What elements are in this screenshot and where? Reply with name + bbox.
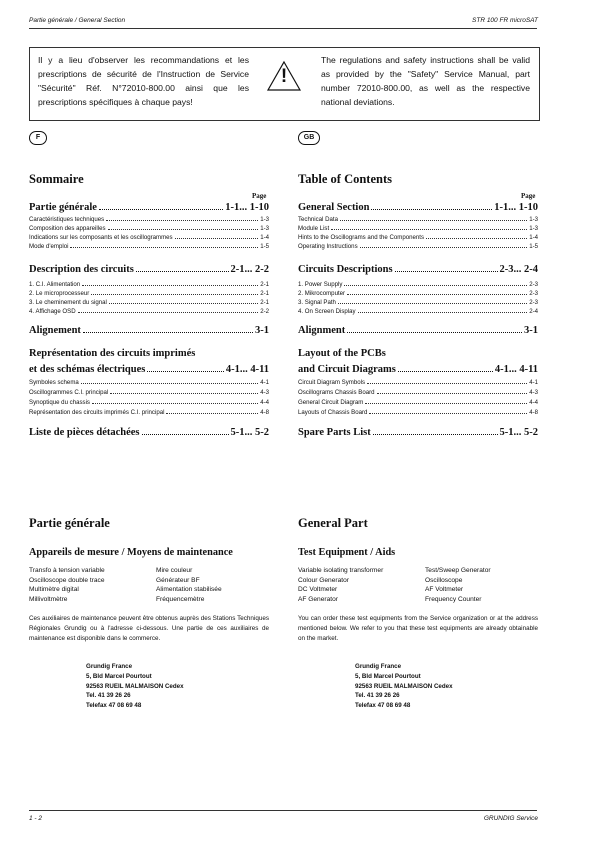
- toc-section-title: Circuits Descriptions: [298, 264, 393, 275]
- equipment-item: Colour Generator: [298, 576, 349, 584]
- toc-item-fr: 3. Le cheminement du signal 2-1: [29, 299, 269, 306]
- general-title-en: General Part: [298, 516, 368, 530]
- toc-section-title: Liste de pièces détachées: [29, 427, 140, 438]
- toc-section-en-3: [298, 325, 538, 336]
- toc-title-en: Table of Contents: [298, 172, 392, 186]
- general-subtitle-en: Test Equipment / Aids: [298, 547, 396, 558]
- toc-section-pages: 3-1: [255, 325, 269, 336]
- equipment-item: Mire couleur: [156, 567, 193, 574]
- toc-section-en-4-line1: Layout of the PCBs: [298, 348, 386, 359]
- toc-item-fr: Mode d'emploi 1-5: [29, 243, 269, 250]
- general-paragraph-fr: Ces auxiliaires de maintenance peuvent être obtenus auprès des Stations Techniques Régionales Grundig ou à l'adresse ci-dessous. Une partie de ces auxiliaires de maintenance est disponible dans le commerce.: [29, 615, 269, 642]
- warning-text-fr: Il y a lieu d'observer les recommandations et les prescriptions de sécurité de l'Instruction de Service "Sécurité" Réf. N°72010-800.00 ainsi que les prescriptions spécifiques à chaque pays!: [38, 55, 249, 107]
- equipment-item: Frequency Counter: [425, 595, 482, 603]
- toc-title-fr: Sommaire: [29, 172, 84, 186]
- toc-item-en: Layouts of Chassis Board 4-8: [298, 409, 538, 416]
- general-title-fr: Partie générale: [29, 516, 110, 530]
- equipment-item: Oscilloscope double trace: [29, 576, 105, 584]
- toc-section-pages: 5-1... 5-2: [230, 427, 269, 438]
- toc-section-en-1: [298, 202, 538, 213]
- toc-item-fr: Symboles schema 4-1: [29, 379, 269, 386]
- toc-section-fr-1: [29, 202, 269, 213]
- equipment-list-en-col2: [425, 566, 491, 604]
- toc-item-fr: Composition des appareilles 1-3: [29, 225, 269, 232]
- address-line: Telefax 47 08 69 48: [355, 702, 411, 710]
- toc-section-fr-2: [29, 264, 269, 275]
- language-badge-fr: F: [29, 131, 47, 145]
- equipment-list-fr-col1: [29, 566, 105, 604]
- warning-triangle-icon: [266, 60, 302, 97]
- toc-section-pages: 3-1: [524, 325, 538, 336]
- toc-section-en-2: [298, 264, 538, 275]
- footer-rule: [29, 810, 537, 811]
- toc-section-pages: 1-1... 1-10: [494, 202, 538, 213]
- header-right: STR 100 FR microSAT: [472, 17, 538, 24]
- address-line: 5, Bld Marcel Pourtout: [86, 672, 152, 680]
- address-line: 92563 RUEIL MALMAISON Cedex: [355, 682, 453, 690]
- equipment-item: Oscilloscope: [425, 576, 463, 584]
- equipment-item: Variable isolating transformer: [298, 567, 384, 574]
- address-line: 5, Bld Marcel Pourtout: [355, 672, 421, 680]
- toc-section-title: Alignment: [298, 325, 346, 336]
- toc-item-en: General Circuit Diagram 4-4: [298, 399, 538, 406]
- toc-section-title: Partie générale: [29, 202, 97, 213]
- address-line: Telefax 47 08 69 48: [86, 702, 142, 710]
- equipment-item: Générateur BF: [156, 576, 200, 584]
- toc-section-title: and Circuit Diagrams: [298, 364, 396, 375]
- toc-item-en: 1. Power Supply 2-3: [298, 281, 538, 288]
- general-subtitle-fr: Appareils de mesure / Moyens de maintenance: [29, 547, 233, 558]
- toc-section-en-4: [298, 364, 538, 375]
- toc-section-pages: 4-1... 4-11: [225, 364, 269, 375]
- toc-section-fr-4-line1: Représentation des circuits imprimés: [29, 348, 196, 359]
- toc-item-en: 4. On Screen Display 2-4: [298, 308, 538, 315]
- equipment-item: Test/Sweep Generator: [425, 567, 491, 574]
- address-block-en: [355, 662, 453, 711]
- equipment-item: Alimentation stabilisée: [156, 586, 222, 594]
- address-line: Tel. 41 39 26 26: [355, 692, 400, 700]
- equipment-item: Millivoltmètre: [29, 595, 68, 603]
- toc-item-en: Operating Instructions 1-5: [298, 243, 538, 250]
- toc-item-fr: Synoptique du chassis 4-4: [29, 399, 269, 406]
- toc-section-title: General Section: [298, 202, 370, 213]
- footer-brand: GRUNDIG Service: [483, 815, 538, 822]
- toc-item-en: Oscillograms Chassis Board 4-3: [298, 389, 538, 396]
- toc-section-pages: 2-1... 2-2: [230, 264, 269, 275]
- equipment-item: Transfo à tension variable: [29, 567, 105, 574]
- toc-item-fr: 1. C.I. Alimentation 2-1: [29, 281, 269, 288]
- toc-item-fr: Oscillogrammes C.I. principal 4-3: [29, 389, 269, 396]
- equipment-list-fr-col2: [156, 566, 222, 604]
- equipment-item: DC Voltmeter: [298, 586, 338, 594]
- warning-text-en: The regulations and safety instructions shall be valid as provided by the "Safety" Service Manual, part number 72010-800.00, as well as the respective national deviations.: [321, 55, 530, 107]
- address-line: Grundig France: [86, 663, 133, 670]
- language-badge-gb: GB: [298, 131, 320, 145]
- toc-section-pages: 1-1... 1-10: [225, 202, 269, 213]
- address-block-fr: [86, 662, 184, 711]
- page-label-en: Page: [521, 192, 536, 200]
- toc-section-title: Description des circuits: [29, 264, 134, 275]
- toc-section-pages: 2-3... 2-4: [499, 264, 538, 275]
- equipment-item: AF Voltmeter: [425, 586, 464, 594]
- toc-item-en: 3. Signal Path 2-3: [298, 299, 538, 306]
- equipment-item: Multimètre digital: [29, 586, 79, 594]
- toc-section-fr-4: [29, 364, 269, 375]
- toc-item-en: Hints to the Oscillograms and the Components 1-4: [298, 234, 538, 241]
- address-line: Tel. 41 39 26 26: [86, 692, 131, 700]
- toc-item-fr: 2. Le microprocesseur 2-1: [29, 290, 269, 297]
- toc-section-title: Spare Parts List: [298, 427, 371, 438]
- address-line: 92563 RUEIL MALMAISON Cedex: [86, 682, 184, 690]
- warning-exclamation: !: [280, 66, 288, 87]
- toc-section-fr-3: [29, 325, 269, 336]
- equipment-list-en-col1: [298, 566, 383, 604]
- toc-item-fr: Représentation des circuits imprimés C.I. principal 4-8: [29, 409, 269, 416]
- toc-item-en: 2. Mikrocomputer 2-3: [298, 290, 538, 297]
- equipment-item: AF Generator: [298, 595, 338, 603]
- toc-item-en: Circuit Diagram Symbols 4-1: [298, 379, 538, 386]
- toc-item-en: Module List 1-3: [298, 225, 538, 232]
- header-rule: [29, 28, 537, 29]
- safety-warning-box: [29, 47, 540, 121]
- footer-page-number: 1 - 2: [29, 815, 43, 822]
- address-line: Grundig France: [355, 663, 402, 670]
- toc-section-fr-5: [29, 427, 269, 438]
- page-label-fr: Page: [252, 192, 267, 200]
- toc-section-pages: 4-1... 4-11: [494, 364, 538, 375]
- toc-item-fr: Caractéristiques techniques 1-3: [29, 216, 269, 223]
- toc-section-title: et des schémas électriques: [29, 364, 146, 375]
- general-paragraph-en: You can order these test equipments from the Service organization or at the address mentioned below. We refer to you that these test equipments are already obtainable on the market.: [298, 615, 538, 642]
- toc-item-fr: 4. Affichage OSD 2-2: [29, 308, 269, 315]
- toc-section-pages: 5-1... 5-2: [499, 427, 538, 438]
- toc-section-title: Alignement: [29, 325, 81, 336]
- toc-item-fr: Indications sur les composants et les oscillogrammes 1-4: [29, 234, 269, 241]
- header-left: Partie générale / General Section: [29, 17, 126, 24]
- toc-item-en: Technical Data 1-3: [298, 216, 538, 223]
- toc-section-en-5: [298, 427, 538, 438]
- equipment-item: Fréquencemètre: [156, 595, 205, 603]
